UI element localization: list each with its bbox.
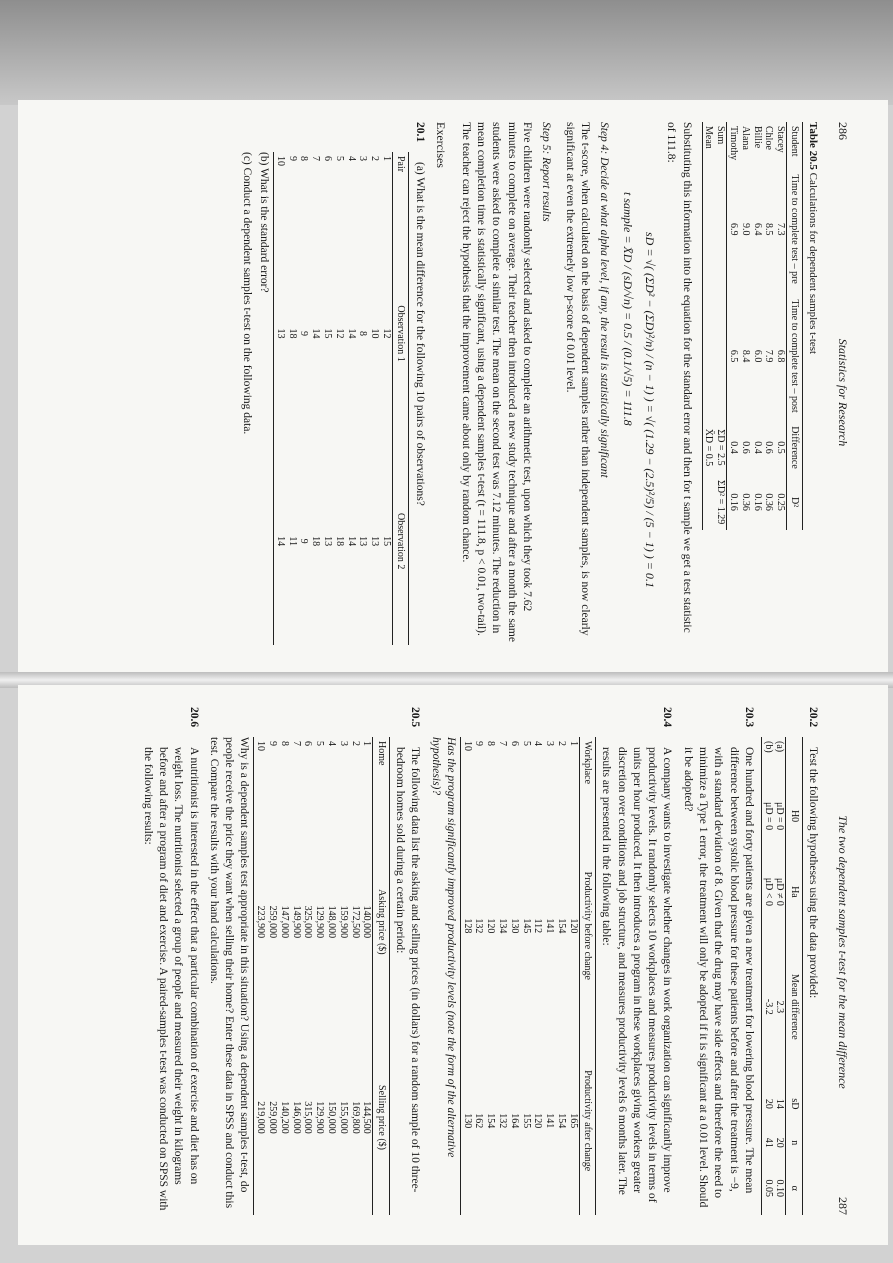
cell: 141: [544, 1113, 556, 1129]
cell: 7: [496, 741, 508, 746]
table-row: [254, 737, 266, 1215]
cell: 13: [322, 536, 334, 547]
col-header: Time to complete test – pre: [787, 167, 803, 292]
right-running-head: The two dependent samples t-test for the mean difference: [836, 815, 850, 1089]
cell: 8: [278, 741, 290, 746]
table-mean-row: [702, 122, 714, 530]
col-header: Productivity before change: [579, 825, 595, 1026]
cell: 144,500: [361, 1101, 373, 1134]
paragraph-step-5: Five children were randomly selected and asked to complete an arithmetic test, upon which they took 7.62 minutes to complete on average. Their teacher then introduced a new study technique and after a month the same students were asked to complete a similar test. The mean on the second test was 7.12 minutes. The reduction in mean completion time is statistically significant, using a dependent samples t-test (t = 111.8, p < 0.01, two-tail). The teacher can reject the hypothesis that the improvement came about only by random chance.: [459, 122, 533, 642]
cell: 2: [349, 741, 361, 746]
cell: ΣD = 2.5: [715, 429, 727, 466]
cell: 1: [381, 156, 393, 161]
cell: 130: [508, 918, 520, 934]
table-row: [473, 737, 485, 1215]
table-row: [357, 152, 369, 645]
table-header-row: [786, 737, 802, 1215]
cell: 140,200: [278, 1101, 290, 1134]
exercise-20-5-question: Why is a dependent samples test appropriate in this situation? Using a dependent samples t-test, do people receive the price they want when selling their home? Enter these data in SPSS and conduct this test. Compare the results with your hand calculations.: [207, 737, 251, 1209]
col-header: Observation 2: [393, 437, 409, 645]
cell: 6.4: [751, 222, 763, 236]
cell: 4: [532, 741, 544, 746]
cell: 120: [485, 918, 497, 934]
col-header: sD: [786, 1084, 802, 1124]
exercise-20-3: [679, 707, 755, 1215]
table-row: [309, 152, 321, 645]
cell: 5: [314, 741, 326, 746]
col-header: Home: [373, 737, 389, 824]
table-row: [763, 122, 775, 530]
table-row: [368, 152, 380, 645]
exercise-number: 20.3: [742, 707, 755, 728]
col-header: H0: [786, 778, 802, 854]
exercise-20-4-question: Has the program significantly improved productivity levels (note the form of the alternative hypothesis)?: [429, 737, 457, 1158]
cell: 0.6: [763, 441, 775, 454]
exercise-text: Test the following hypotheses using the data provided:: [807, 747, 820, 999]
exercise-text: A nutritionist is interested in the effect that a particular combination of exercise and diet has on weight loss. The nutritionist selected a group of people and measured their weight in kilograms before and after a program of diet and exercise. A paired-samples t-test was conducted on SPSS with the following results:: [141, 747, 200, 1211]
cell: 8.5: [763, 222, 775, 236]
table-row: [313, 737, 325, 1215]
exercises-heading: Exercises: [433, 122, 448, 168]
cell: 18: [333, 536, 345, 547]
cell: 164: [508, 1113, 520, 1129]
col-header: Selling price ($): [373, 1020, 389, 1215]
cell: 7: [290, 741, 302, 746]
exercise-text: The following data list the asking and selling prices (in dollars) for a random sample of 10 three-bedroom homes sold during a certain period:: [393, 747, 422, 1193]
step-5-heading: Step 5: Report results: [540, 122, 553, 222]
cell: μD = 0: [774, 801, 786, 831]
cell: Sum: [715, 126, 727, 145]
cell: 41: [761, 1124, 773, 1162]
cell: Alana: [739, 126, 751, 150]
table-row: [321, 152, 333, 645]
cell: 9: [298, 538, 310, 544]
cell: 159,900: [337, 905, 349, 939]
col-header: Mean difference: [786, 930, 802, 1084]
cell: 14: [345, 328, 357, 339]
equation-standard-error: sD = √( (ΣD² − (ΣD)²/n) / (n − 1) ) = √( (1.29 − (2.5)²/5) / (5 − 1) ) = 0.1: [642, 232, 657, 588]
left-running-head: Statistics for Research: [836, 338, 850, 447]
cell: 6.5: [727, 349, 739, 363]
table-row: [266, 737, 278, 1215]
cell: 14: [774, 1098, 786, 1109]
right-page-rotated-content: [18, 685, 888, 1245]
col-header: Workplace: [579, 737, 595, 825]
cell: -3.2: [761, 930, 773, 1084]
cell: 141: [544, 918, 556, 934]
left-page-rotated-content: [18, 100, 888, 675]
cell: 2: [555, 741, 567, 746]
cell: 9: [286, 156, 298, 161]
cell: 3: [544, 741, 556, 746]
exercise-20-1-c: (c) Conduct a dependent samples t-test on the following data.: [240, 152, 253, 435]
table-row: [325, 737, 337, 1215]
cell: 315,000: [302, 1101, 314, 1134]
cell: 6.0: [751, 349, 763, 363]
exercise-number: 20.1: [413, 122, 426, 143]
cell: 128: [460, 825, 472, 1026]
left-page: [18, 100, 888, 675]
cell: 2.3: [774, 1000, 786, 1014]
col-header: α: [786, 1162, 802, 1215]
cell: 6.8: [775, 349, 787, 363]
exercise-number: 20.6: [187, 707, 200, 728]
cell: Chloe: [763, 126, 775, 150]
exercise-20-1-b: (b) What is the standard error?: [258, 152, 271, 293]
table-row: [361, 737, 373, 1215]
cell: 14: [345, 536, 357, 547]
right-header: [834, 707, 850, 1215]
cell: 169,800: [349, 1101, 361, 1134]
cell: 2: [369, 156, 381, 161]
table-row: [543, 737, 555, 1215]
cell: 9.0: [739, 222, 751, 236]
cell: 172,500: [349, 905, 361, 939]
cell: 154: [555, 918, 567, 934]
table-row: [774, 122, 786, 530]
cell: 154: [485, 1113, 497, 1129]
cell: 8: [298, 156, 310, 161]
cell: 325,000: [302, 905, 314, 939]
cell: Timothy: [727, 126, 739, 161]
cell: 130: [460, 1026, 472, 1215]
cell: 132: [473, 918, 485, 934]
col-header: Observation 1: [393, 230, 409, 438]
cell: 155: [520, 1113, 532, 1129]
cell: 150,000: [325, 1101, 337, 1134]
cell: 1: [361, 741, 373, 746]
cell: 129,900: [314, 1101, 326, 1134]
exercise-20-1-table: [273, 152, 409, 645]
cell: 8.4: [739, 349, 751, 363]
cell: (b): [761, 737, 773, 778]
exercise-20-2-table: [761, 737, 803, 1215]
table-row: [333, 152, 345, 645]
right-page: [18, 685, 888, 1245]
col-header: D²: [787, 474, 803, 530]
cell: 259,000: [267, 1101, 278, 1134]
table-row: [345, 152, 357, 645]
cell: 145: [520, 918, 532, 934]
table-header-row: [373, 737, 389, 1215]
cell: 0.36: [763, 493, 775, 511]
cell: Billie: [751, 126, 763, 149]
cell: 6: [508, 741, 520, 746]
cell: 15: [322, 328, 334, 339]
cell: 5: [520, 741, 532, 746]
table-header-row: [787, 122, 803, 530]
paragraph-substituting: Substituting this information into the equation for the standard error and then for t sample we get a test statistic of 111.8:: [665, 122, 693, 633]
col-header: Pair: [393, 152, 409, 230]
cell: 7: [310, 156, 322, 161]
exercise-20-1: [411, 122, 426, 645]
cell: 9: [473, 741, 485, 746]
cell: 9: [267, 741, 278, 746]
cell: 154: [555, 1113, 567, 1129]
scan-border: [0, 0, 893, 105]
cell: 132: [496, 1113, 508, 1129]
cell: 20: [761, 1084, 773, 1124]
cell: 8: [357, 331, 369, 337]
table-row: [380, 152, 392, 645]
cell: 11: [286, 536, 298, 546]
table-row: [286, 152, 298, 645]
table-20-5: [702, 122, 804, 530]
table-header-row: [393, 152, 409, 645]
cell: 5: [333, 156, 345, 161]
cell: 12: [333, 328, 345, 339]
cell: 18: [310, 536, 322, 547]
table-caption-text: Calculations for dependent samples t-test: [807, 172, 820, 355]
cell: 146,000: [290, 1101, 302, 1134]
table-row: [520, 737, 532, 1215]
exercise-20-5-table: [253, 737, 389, 1215]
cell: 219,000: [254, 1020, 266, 1215]
cell: 3: [337, 741, 349, 746]
cell: 15: [381, 536, 393, 547]
cell: 10: [369, 328, 381, 339]
cell: 148,000: [325, 905, 337, 939]
cell: 0.10: [774, 1179, 786, 1198]
cell: (a): [774, 741, 786, 753]
exercise-20-6: [139, 707, 200, 1215]
cell: 129,900: [314, 905, 326, 939]
col-header: Time to complete test – post: [787, 292, 803, 421]
table-20-5-caption: [805, 122, 820, 645]
exercise-text: (a) What is the mean difference for the following 10 pairs of observations?: [413, 162, 426, 506]
exercise-20-4-table: [460, 737, 596, 1215]
cell: 4: [345, 156, 357, 161]
paragraph-step-4: The t-score, when calculated on the basis of dependent samples rather than independent samples, is now clearly significant at even the extremely low p-score of 0.01 level.: [563, 122, 591, 636]
table-row: [774, 737, 786, 1215]
cell: 7.9: [763, 349, 775, 363]
cell: 120: [532, 1113, 544, 1129]
cell: 0.4: [751, 441, 763, 454]
cell: 165: [567, 1113, 579, 1129]
cell: 18: [286, 328, 298, 339]
cell: 20: [774, 1137, 786, 1148]
exercise-number: 20.2: [807, 707, 820, 728]
table-header-row: [579, 737, 595, 1215]
cell: 0.05: [761, 1162, 773, 1215]
exercise-text: One hundred and forty patients are given a new treatment for lowering blood pressure. The mean difference between systolic blood pressure for these patients before and after the treatment is −9, with a standard deviation of 8. Given that the drug may have side effects and therefore the need to minimize a Type 1 error, the treatment will only be adopted if it is significant at a 0.01 level. Should it be adopted?: [681, 747, 755, 1208]
cell: 223,900: [254, 824, 266, 1020]
cell: 13: [369, 536, 381, 547]
cell: 0.4: [727, 441, 739, 454]
cell: 10: [460, 737, 472, 825]
exercise-number: 20.4: [661, 707, 674, 728]
table-row: [508, 737, 520, 1215]
cell: 259,000: [267, 905, 278, 939]
table-row: [555, 737, 567, 1215]
step-4-heading: Step 4: Decide at what alpha level, if any, the result is statistically significant: [598, 122, 611, 478]
exercise-20-5: [392, 707, 423, 1215]
cell: 6: [322, 156, 334, 161]
table-sum-row: [714, 122, 726, 530]
cell: 4: [325, 741, 337, 746]
table-row: [484, 737, 496, 1215]
table-caption-number: Table 20.5: [807, 122, 820, 170]
right-page-number: 287: [836, 1197, 850, 1215]
cell: μD < 0: [761, 854, 773, 930]
cell: Stacey: [775, 126, 787, 153]
cell: 0.6: [739, 441, 751, 454]
col-header: Asking price ($): [373, 824, 389, 1020]
cell: 10: [274, 152, 286, 230]
cell: 3: [357, 156, 369, 161]
cell: 0.25: [775, 493, 787, 511]
table-row: [727, 122, 739, 530]
col-header: Difference: [787, 421, 803, 475]
table-row: [274, 152, 286, 645]
table-row: [532, 737, 544, 1215]
left-page-number: 286: [836, 122, 850, 140]
table-row: [302, 737, 314, 1215]
table-row: [751, 122, 763, 530]
cell: 0.16: [727, 493, 739, 511]
table-row: [278, 737, 290, 1215]
table-row: [460, 737, 472, 1215]
cell: 6: [302, 741, 314, 746]
cell: 10: [254, 737, 266, 824]
cell: 8: [485, 741, 497, 746]
exercise-text: A company wants to investigate whether changes in work organization can significantly improve productivity levels. It randomly selects 10 workplaces and measures productivity levels in terms of units per hour produced. It then introduces a program in these workplaces giving workers greater discretion over conditions and job structure, and measures productivity levels 6 months later. The results are presented in the following table:: [600, 747, 674, 1203]
cell: 7.3: [775, 222, 787, 236]
col-header: n: [786, 1124, 802, 1162]
col-header: Student: [787, 122, 803, 167]
cell: 0.36: [739, 493, 751, 511]
table-row: [298, 152, 310, 645]
cell: 13: [357, 536, 369, 547]
cell: 120: [567, 918, 579, 934]
cell: 9: [298, 331, 310, 337]
col-header: [786, 737, 802, 778]
cell: 0.16: [751, 493, 763, 511]
cell: 14: [310, 328, 322, 339]
cell: 155,000: [337, 1101, 349, 1134]
col-header: Productivity after change: [579, 1026, 595, 1215]
exercise-number: 20.5: [409, 707, 422, 728]
left-header: [834, 122, 850, 645]
table-row: [739, 122, 751, 530]
cell: 147,000: [278, 905, 290, 939]
cell: 1: [567, 741, 579, 746]
cell: X̄D = 0.5: [702, 421, 714, 475]
table-row: [349, 737, 361, 1215]
cell: 12: [381, 328, 393, 339]
cell: Mean: [702, 122, 714, 167]
table-row: [567, 737, 579, 1215]
table-row: [290, 737, 302, 1215]
cell: 0.5: [775, 441, 787, 454]
cell: 13: [274, 230, 286, 438]
cell: μD ≠ 0: [774, 877, 786, 906]
cell: 149,900: [290, 905, 302, 939]
cell: μD = 0: [761, 778, 773, 854]
table-row: [496, 737, 508, 1215]
cell: 134: [496, 918, 508, 934]
table-row: [337, 737, 349, 1215]
cell: 6.9: [727, 222, 739, 236]
exercise-20-2: [805, 707, 820, 1215]
table-row: [761, 737, 773, 1215]
cell: 14: [274, 437, 286, 645]
cell: 162: [473, 1113, 485, 1129]
cell: 140,000: [361, 905, 373, 939]
col-header: Ha: [786, 854, 802, 930]
exercise-20-4: [598, 707, 674, 1215]
cell: 112: [532, 918, 544, 934]
cell: ΣD² = 1.29: [715, 480, 727, 525]
equation-t-sample: t sample = X̄D / (sD/√n) = 0.5 / (0.1/√5) = 111.8: [621, 192, 636, 426]
